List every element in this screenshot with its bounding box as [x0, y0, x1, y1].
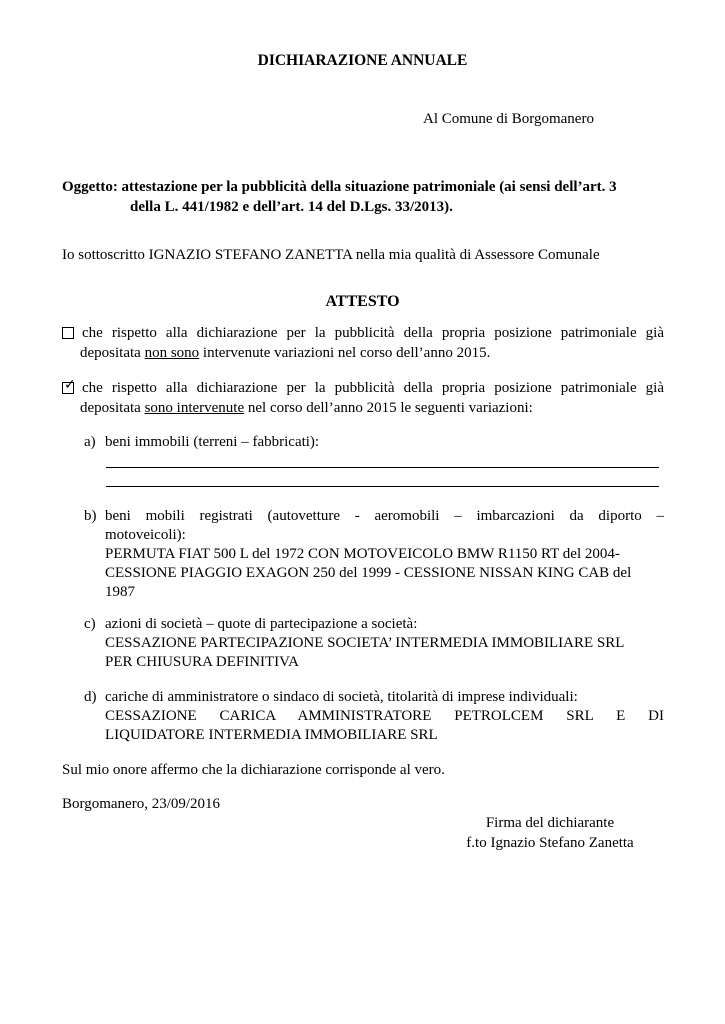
option-changes: [62, 378, 664, 418]
item-c-value-line-2: PER CHIUSURA DEFINITIVA: [105, 654, 299, 670]
option-changes-line-2: [62, 398, 664, 418]
item-b-heading-line-1: beni mobili registrati (autovetture - aeromobili – imbarcazioni da diporto –: [105, 508, 664, 524]
option-no-changes-text: che rispetto alla dichiarazione per la pubblicità della propria posizione patrimoniale già: [82, 325, 664, 341]
blank-line-2: [106, 486, 659, 487]
option-no-changes-pre: depositata: [80, 345, 145, 361]
signature-label: Firma del dichiarante: [485, 815, 615, 831]
option-changes-line-1: [62, 378, 664, 398]
option-changes-underlined: sono intervenute: [144, 400, 245, 416]
option-no-changes: [62, 323, 664, 363]
closing-statement: Sul mio onore affermo che la dichiarazione corrisponde al vero.: [62, 762, 445, 778]
checkmark-icon: ✓: [64, 377, 76, 393]
item-c-shares: [84, 615, 664, 672]
item-d-value-line-2: LIQUIDATORE INTERMEDIA IMMOBILIARE SRL: [105, 727, 438, 743]
item-a-heading: beni immobili (terreni – fabbricati):: [105, 434, 320, 450]
item-d-label: d): [84, 689, 97, 705]
item-d-offices: [84, 688, 664, 745]
item-c-heading: azioni di società – quote di partecipazione a società:: [105, 616, 418, 632]
subject-line-2: della L. 441/1982 e dell’art. 14 del D.Lgs. 33/2013).: [130, 199, 453, 215]
option-changes-pre: depositata: [80, 400, 145, 416]
place-and-date: Borgomanero, 23/09/2016: [62, 796, 221, 812]
item-c-value-line-1: CESSAZIONE PARTECIPAZIONE SOCIETA’ INTERMEDIA IMMOBILIARE SRL: [105, 635, 625, 651]
option-changes-text: che rispetto alla dichiarazione per la pubblicità della propria posizione patrimoniale già: [82, 380, 664, 396]
option-no-changes-underlined: non sono: [144, 345, 200, 361]
document-title: DICHIARAZIONE ANNUALE: [257, 52, 468, 69]
option-no-changes-post: intervenute variazioni nel corso dell’anno 2015.: [199, 345, 491, 361]
signature-name: f.to Ignazio Stefano Zanetta: [466, 835, 634, 851]
attesto-heading: ATTESTO: [325, 293, 400, 310]
signature-block: [455, 813, 645, 853]
item-a-real-estate: [84, 433, 664, 452]
item-b-registered-goods: [84, 507, 664, 602]
option-no-changes-line-2: [62, 343, 664, 363]
declarant-line: Io sottoscritto IGNAZIO STEFANO ZANETTA nella mia qualità di Assessore Comunale: [62, 247, 600, 263]
item-b-value-line-3: 1987: [105, 584, 135, 600]
unchecked-checkbox-icon[interactable]: [62, 327, 74, 339]
subject-line-1: Oggetto: attestazione per la pubblicità della situazione patrimoniale (ai sensi dell’art. 3: [62, 179, 617, 195]
item-b-value-line-1: PERMUTA FIAT 500 L del 1972 CON MOTOVEICOLO BMW R1150 RT del 2004-: [105, 546, 620, 562]
option-no-changes-line-1: [62, 323, 664, 343]
option-changes-post: nel corso dell’anno 2015 le seguenti variazioni:: [244, 400, 533, 416]
item-c-label: c): [84, 616, 96, 632]
blank-line-1: [106, 467, 659, 468]
item-b-heading-line-2: motoveicoli):: [105, 527, 186, 543]
item-b-label: b): [84, 508, 97, 524]
item-d-heading: cariche di amministratore o sindaco di società, titolarità di imprese individuali:: [105, 689, 578, 705]
recipient: Al Comune di Borgomanero: [423, 111, 594, 127]
item-d-value-line-1: CESSAZIONE CARICA AMMINISTRATORE PETROLCEM SRL E DI: [105, 708, 664, 724]
checked-checkbox-icon[interactable]: [62, 377, 76, 394]
item-a-label: a): [84, 434, 96, 450]
item-b-value-line-2: CESSIONE PIAGGIO EXAGON 250 del 1999 - CESSIONE NISSAN KING CAB del: [105, 565, 632, 581]
subject-block: [62, 177, 664, 217]
